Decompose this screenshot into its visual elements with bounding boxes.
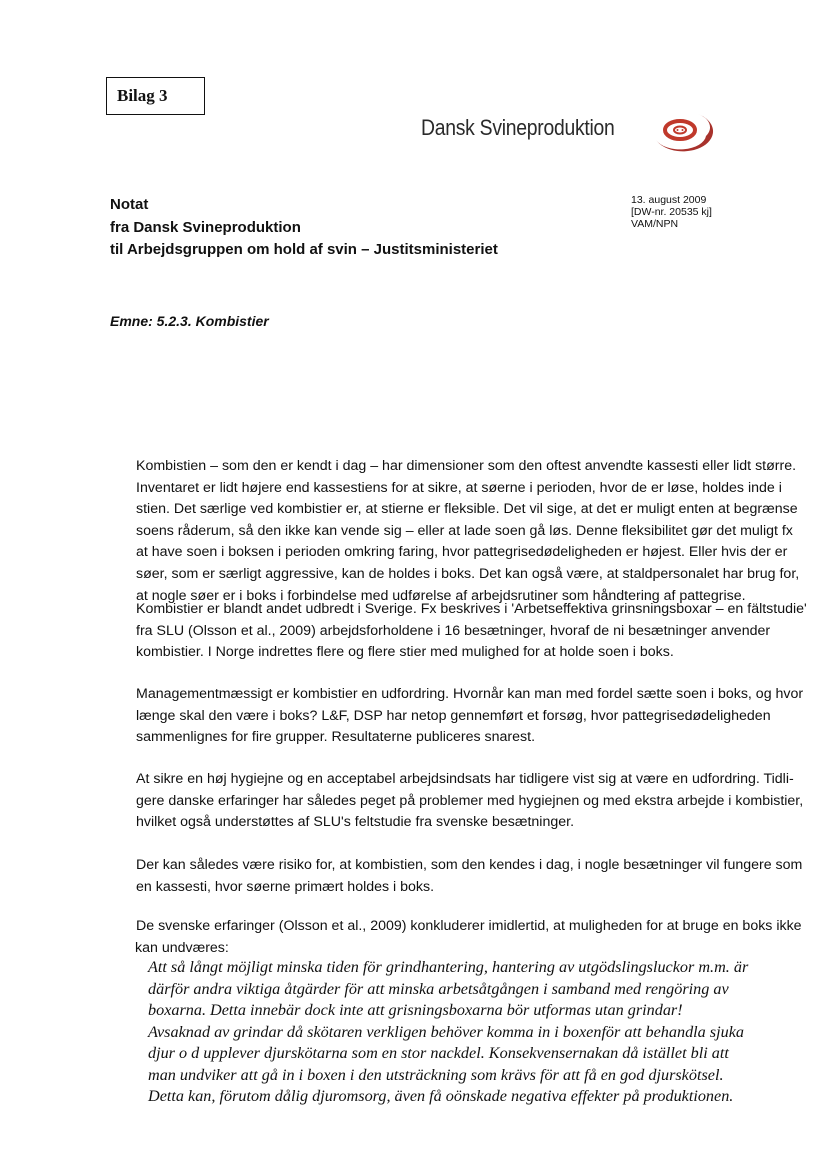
text-line: sammenlignes for fire grupper. Resultaterne publiceres snarest. — [136, 729, 536, 746]
memo-to: til Arbejdsgruppen om hold af svin – Justitsministeriet — [110, 241, 498, 258]
text-line: Managementmæssigt er kombistier en udfordring. Hvornår kan man med fordel sætte soen i boks, og hvor — [136, 686, 804, 702]
text-line: De svenske erfaringer (Olsson et al., 2009) konkluderer imidlertid, at muligheden for at bruge en boks ikke — [136, 918, 802, 934]
text-line: at nogle søer er i boks i forbindelse med udførelse af arbejdsrutiner som håndtering af pattegrise. — [136, 587, 746, 604]
text-line: at have soen i boksen i perioden omkring faring, hvor pattegrisedødeligheden er højest. Eller hvis der er — [136, 544, 788, 561]
text-line: kombistier. I Norge indrettes flere og flere stier med mulighed for at holde soen i boks. — [136, 644, 674, 661]
text-line: Inventaret er lidt højere end kassestiens for at sikre, at søerne i perioden, hvor de er løse, holdes inde i — [136, 479, 782, 496]
text-line: Kombistier er blandt andet udbredt i Sverige. Fx beskrives i 'Arbetseffektiva grinsningsboxar – en fältstudie' — [136, 601, 807, 617]
text-line: fra SLU (Olsson et al., 2009) arbejdsforholdene i 16 besætninger, hvoraf de ni besætninger anvender — [136, 622, 771, 639]
memo-from: fra Dansk Svineproduktion — [110, 219, 301, 236]
text-line: en kassesti, hvor søerne primært holdes i boks. — [136, 878, 435, 895]
paragraph — [136, 769, 803, 834]
text-line: kan undværes: — [135, 939, 229, 956]
text-line: Kombistien – som den er kendt i dag – har dimensioner som den oftest anvendte kassesti eller lidt større. — [136, 458, 797, 474]
appendix-label-box: Bilag 3 — [106, 77, 205, 115]
quote-line: Avsaknad av grindar då skötaren verkligen behöver komma in i boxenför att behandla sjuka — [148, 1022, 744, 1041]
swedish-quote — [148, 957, 748, 1108]
quote-line: man undviker att gå in i boxen i den utsträckning som krävs för att få en god djurskötsel. — [148, 1065, 724, 1084]
paragraph — [136, 456, 799, 607]
text-line: Der kan således være risiko for, at kombistien, som den kendes i dag, i nogle besætninger vil fungere som — [136, 857, 803, 873]
quote-line: därför andra viktiga åtgärder för att minska arbetsåtgången i samband med rengöring av — [148, 979, 729, 998]
text-line: At sikre en høj hygiejne og en acceptabel arbejdsindsats har tidligere vist sig at være en udfordring. Tidli- — [136, 771, 794, 787]
paragraph — [136, 599, 807, 664]
quote-line: boxarna. Detta innebär dock inte att grisningsboxarna bör utformas utan grindar! — [148, 1001, 683, 1019]
text-line: stien. Det særlige ved kombistier er, at stierne er fleksible. Det vil sige, at det er muligt enten at begrænse — [136, 501, 798, 518]
text-line: soens råderum, så den ikke kan vende sig – eller at lade soen gå løs. Denne fleksibilitet gør det muligt fx — [136, 522, 793, 539]
memo-title: Notat — [110, 196, 149, 213]
paragraph — [136, 684, 803, 749]
logo-pig-icon — [648, 110, 728, 154]
memo-dw-number: [DW-nr. 20535 kj] — [631, 206, 712, 218]
quote-line: Detta kan, förutom dålig djuromsorg, även få oönskade negativa effekter på produktionen. — [148, 1087, 734, 1105]
paragraph — [136, 855, 802, 898]
memo-date: 13. august 2009 — [631, 194, 707, 206]
text-line: længe skal den være i boks? L&F, DSP har netop gennemført et forsøg, hvor pattegrisedødeligheden — [136, 707, 771, 724]
memo-subject: Emne: 5.2.3. Kombistier — [110, 313, 269, 329]
logo-text: Dansk Svineproduktion — [421, 115, 615, 140]
text-line: hvilket også understøttes af SLU's feltstudie fra svenske besætninger. — [136, 814, 575, 831]
text-line: søer, som er særligt aggressive, kan de holdes i boks. Det kan også være, at staldpersonalet har brug for, — [136, 565, 800, 582]
paragraph — [136, 916, 802, 959]
text-line: gere danske erfaringer har således peget på problemer med hygiejnen og med ekstra arbejde i kombistier, — [136, 792, 804, 809]
quote-line: Att så långt möjligt minska tiden för grindhantering, hantering av utgödslingsluckor m.m. är — [148, 958, 749, 976]
quote-line: djur o d upplever djurskötarna som en stor nackdel. Konsekvensernakan då istället bli att — [148, 1044, 729, 1062]
memo-initials: VAM/NPN — [631, 218, 679, 230]
